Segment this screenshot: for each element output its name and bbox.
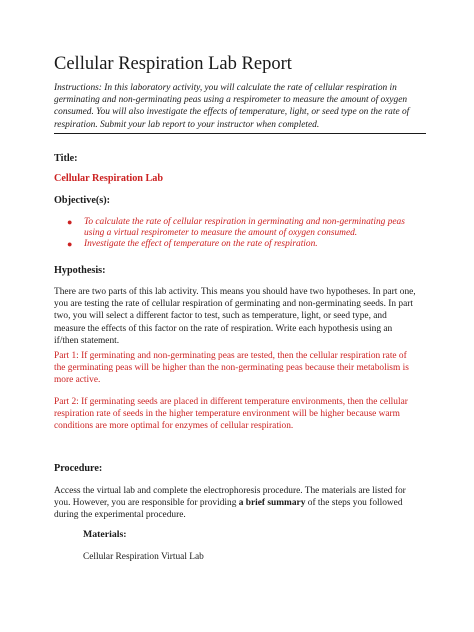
procedure-text-start: Access the virtual lab and complete the electrophoresis procedure. The materials are listed for you. However, you are responsible for providing <box>54 486 406 509</box>
procedure-text <box>54 485 418 522</box>
hypothesis-label: Hypothesis: <box>54 265 106 276</box>
materials-item: Cellular Respiration Virtual Lab <box>83 552 204 562</box>
procedure-label: Procedure: <box>54 463 103 474</box>
procedure-text-bold: a brief summary <box>238 498 306 509</box>
objective-text: To calculate the rate of cellular respiration in germinating and non-germinating peas using a virtual respirometer to measure the amount of oxygen consumed. <box>84 217 405 238</box>
bullet-icon: ● <box>67 217 73 227</box>
materials-label: Materials: <box>83 529 127 540</box>
objectives-list <box>54 217 426 250</box>
objectives-label: Objective(s): <box>54 195 111 206</box>
hypothesis-part2: Part 2: If germinating seeds are placed in different temperature environments, then the cellular respiration rate of seeds in the higher temperature environment will be higher because warm conditions are more optimal for enzymes of cellular respiration. <box>54 397 408 432</box>
page-title: Cellular Respiration Lab Report <box>54 54 292 74</box>
title-label: Title: <box>54 153 78 164</box>
title-value: Cellular Respiration Lab <box>54 173 164 184</box>
list-item <box>67 217 426 239</box>
instructions-paragraph: Instructions: In this laboratory activity, you will calculate the rate of cellular respiration in germinating and non-germinating peas using a respirometer to measure the amount of oxygen consumed. You will also investigate the effects of temperature, light, or seed type on the rate of respiration. Submit your lab report to your instructor when completed. <box>54 82 426 134</box>
procedure-text-end: of the steps you followed during the experimental procedure. <box>54 498 403 521</box>
bullet-icon: ● <box>67 238 73 249</box>
hypothesis-intro: There are two parts of this lab activity. This means you should have two hypotheses. In part one, you are testing the rate of cellular respiration of germinating and non-germinating seeds. In part two, you will select a different factor to test, such as temperature, light, or seed type, and measure the effects of this factor on the rate of respiration. Write each hypothesis using an if/then statement. <box>54 287 416 346</box>
list-item <box>67 238 426 250</box>
hypothesis-part1: Part 1: If germinating and non-germinating peas are tested, then the cellular respiration rate of the germinating peas will be higher than the non-germinating peas because their metabolism is more active. <box>54 351 409 386</box>
objective-text: Investigate the effect of temperature on the rate of respiration. <box>84 238 318 249</box>
